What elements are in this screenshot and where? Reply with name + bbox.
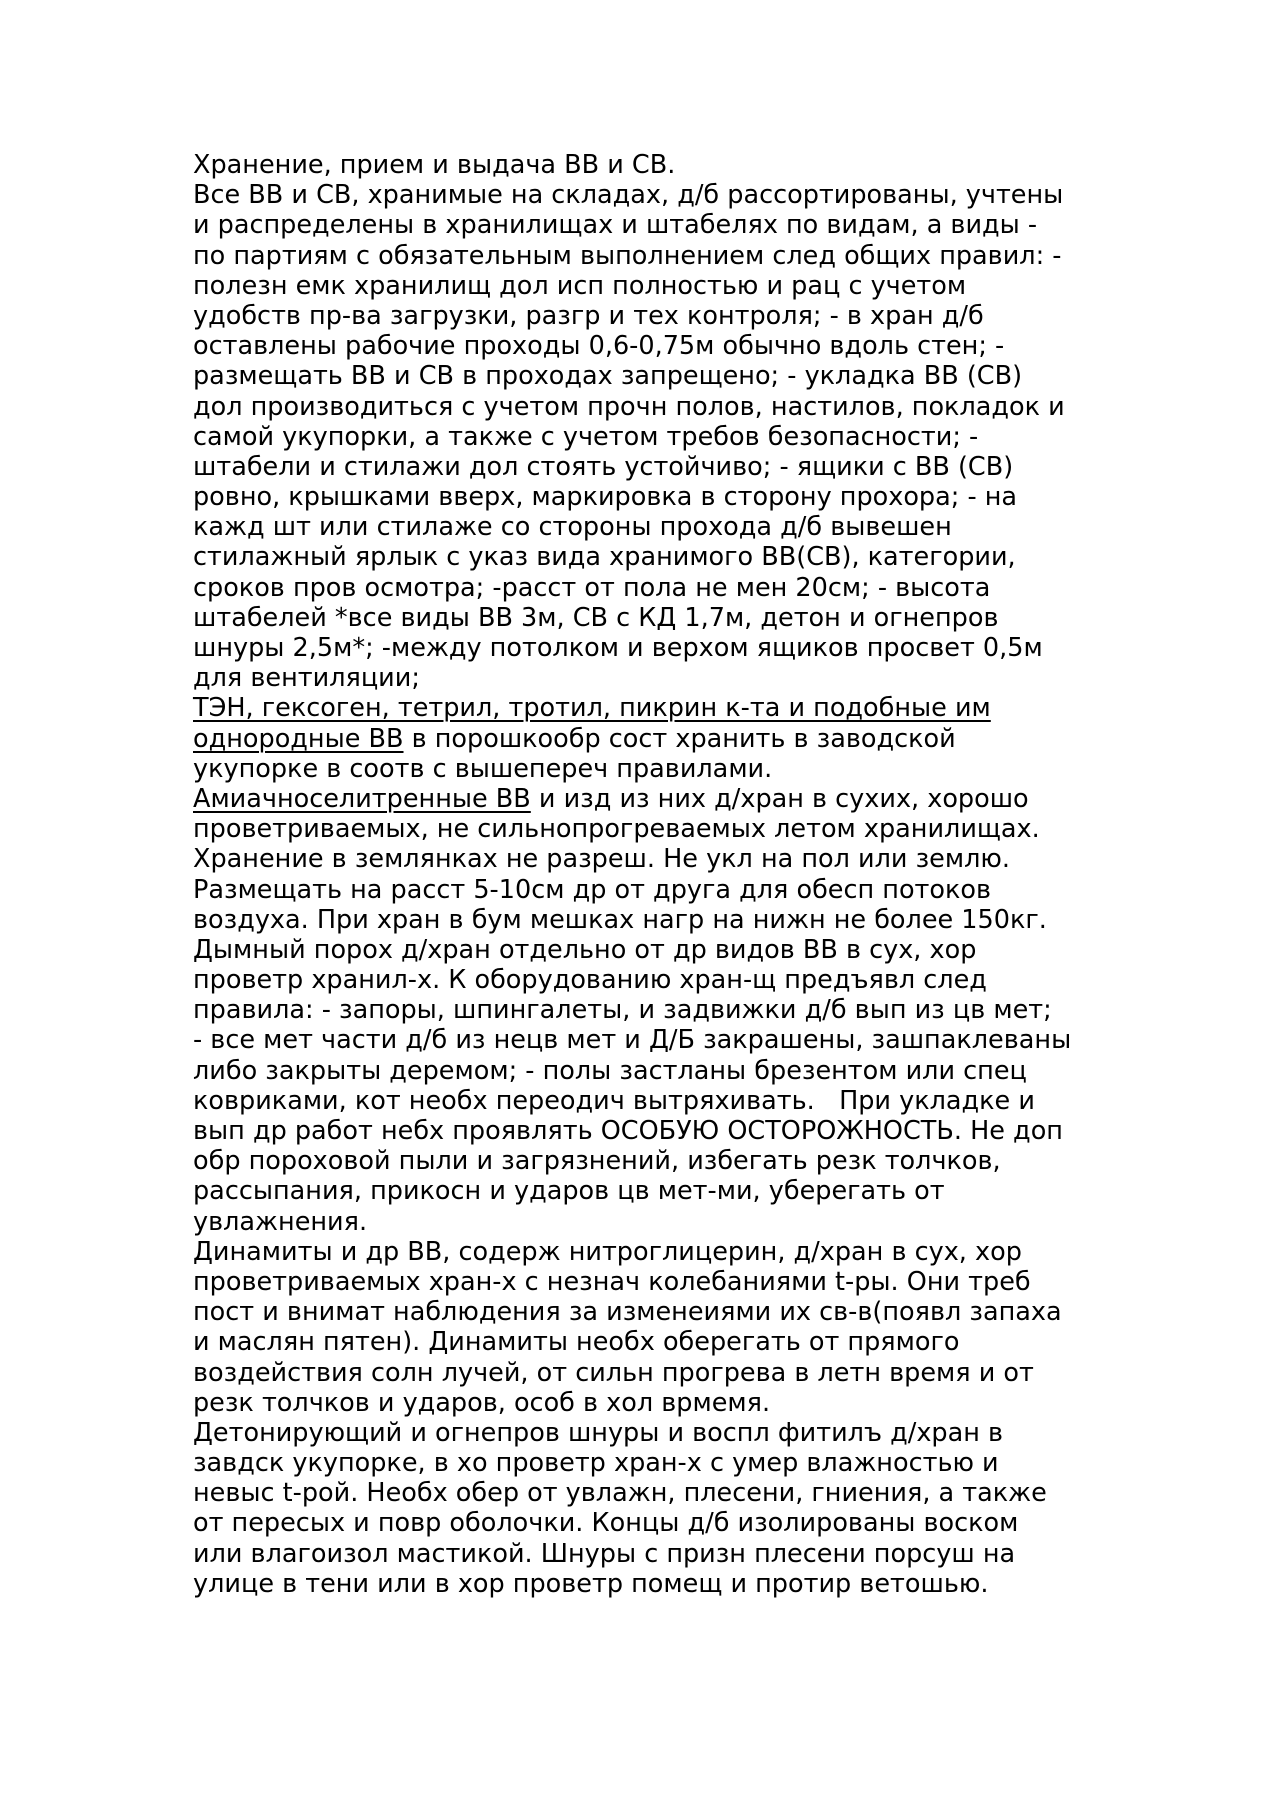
text-line: Дымный порох д/хран отдельно от др видов ВВ в сух, хор	[193, 934, 977, 965]
text-fragment: в порошкообр сост хранить в заводской	[403, 723, 956, 754]
text-line: - все мет части д/б из нецв мет и Д/Б закрашены, зашпаклеваны	[193, 1025, 1072, 1056]
text-line: от пересых и повр оболочки. Концы д/б изолированы воском	[193, 1508, 1019, 1539]
text-line: завдск укупорке, в хо проветр хран-х с умер влажностью и	[193, 1448, 999, 1479]
text-line: либо закрыты деремом; - полы застланы брезентом или спец	[193, 1055, 1027, 1086]
text-line: обр пороховой пыли и загрязнений, избегать резк толчков,	[193, 1146, 1001, 1177]
text-line: невыс t-рой. Необх обер от увлажн, плесени, гниения, а также	[193, 1478, 1047, 1509]
document-page	[193, 150, 1093, 1599]
text-line: вып др работ небх проявлять ОСОБУЮ ОСТОРОЖНОСТЬ. Не доп	[193, 1116, 1063, 1146]
text-line: пост и внимат наблюдения за изменеиями их св-в(появл запаха	[193, 1297, 1062, 1328]
text-line: проветриваемых, не сильнопрогреваемых летом хранилищах.	[193, 814, 1040, 845]
text-line: Размещать на расст 5-10см др от друга для обесп потоков	[193, 874, 992, 905]
text-line: Детонирующий и огнепров шнуры и воспл фитилъ д/хран в	[193, 1417, 1004, 1448]
text-line: воздуха. При хран в бум мешках нагр на нижн не более 150кг.	[193, 904, 1047, 935]
text-line: проветр хранил-х. К оборудованию хран-щ предъявл след	[193, 965, 987, 996]
text-line: Динамиты и др ВВ, содерж нитроглицерин, д/хран в сух, хор	[193, 1236, 1022, 1267]
text-line: улице в тени или в хор проветр помещ и протир ветошью.	[193, 1568, 989, 1599]
text-line	[193, 784, 1093, 814]
text-line: дол производиться с учетом прочн полов, настилов, покладок и	[193, 391, 1065, 422]
text-line: или влагоизол мастикой. Шнуры с призн плесени порсуш на	[193, 1538, 1016, 1569]
text-line: кажд шт или стилаже со стороны прохода д/б вывешен	[193, 512, 952, 543]
text-fragment: и изд из них д/хран в сухих, хорошо	[530, 783, 1029, 814]
text-line: размещать ВВ и СВ в проходах запрещено; - укладка ВВ (СВ)	[193, 361, 1023, 392]
text-line: укупорке в соотв с вышепереч правилами.	[193, 753, 773, 784]
text-line: ровно, крышками вверх, маркировка в сторону прохора; - на	[193, 482, 1018, 513]
text-line: правила: - запоры, шпингалеты, и задвижки д/б вып из цв мет;	[193, 995, 1052, 1026]
text-line: оставлены рабочие проходы 0,6-0,75м обычно вдоль стен; -	[193, 331, 1005, 362]
text-line: штабелей *все виды ВВ 3м, СВ с КД 1,7м, детон и огнепров	[193, 602, 999, 633]
underlined-heading: однородные ВВ	[193, 723, 404, 754]
text-line: стилажный ярлык с указ вида хранимого ВВ(СВ), категории,	[193, 542, 1016, 573]
text-line: сроков пров осмотра; -расст от пола не мен 20см; - высота	[193, 572, 991, 603]
text-line: Хранение в землянках не разреш. Не укл на пол или землю.	[193, 844, 1010, 875]
text-line: проветриваемых хран-х с незнач колебаниями t-ры. Они треб	[193, 1266, 1031, 1297]
text-line: удобств пр-ва загрузки, разгр и тех контроля; - в хран д/б	[193, 300, 984, 331]
text-line	[193, 724, 1093, 754]
text-line: Все ВВ и СВ, хранимые на складах, д/б рассортированы, учтены	[193, 180, 1064, 211]
text-line: штабели и стилажи дол стоять устойчиво; - ящики с ВВ (СВ)	[193, 451, 1014, 482]
text-line: воздействия солн лучей, от сильн прогрева в летн время и от	[193, 1357, 1034, 1388]
text-line: и маслян пятен). Динамиты необх оберегать от прямого	[193, 1327, 960, 1358]
text-line: по партиям с обязательным выполнением след общих правил: -	[193, 240, 1062, 271]
text-line: рассыпания, прикосн и ударов цв мет-ми, уберегать от	[193, 1176, 945, 1207]
text-line: и распределены в хранилищах и штабелях по видам, а виды -	[193, 210, 1038, 241]
document-title: Хранение, прием и выдача ВВ и СВ.	[193, 150, 676, 180]
text-line: полезн емк хранилищ дол исп полностью и рац с учетом	[193, 270, 967, 301]
underlined-heading: ТЭН, гексоген, тетрил, тротил, пикрин к-та и подобные им	[193, 693, 991, 724]
text-line: увлажнения.	[193, 1206, 368, 1237]
text-line: для вентиляции;	[193, 663, 420, 694]
text-line: резк толчков и ударов, особ в хол врмемя.	[193, 1387, 771, 1418]
text-line: шнуры 2,5м*; -между потолком и верхом ящиков просвет 0,5м	[193, 633, 1043, 663]
underlined-heading: Амиачноселитренные ВВ	[193, 783, 531, 814]
text-line: ковриками, кот необх переодич вытряхивать. При укладке и	[193, 1085, 1035, 1116]
text-line: самой укупорки, а также с учетом требов безопасности; -	[193, 421, 979, 452]
